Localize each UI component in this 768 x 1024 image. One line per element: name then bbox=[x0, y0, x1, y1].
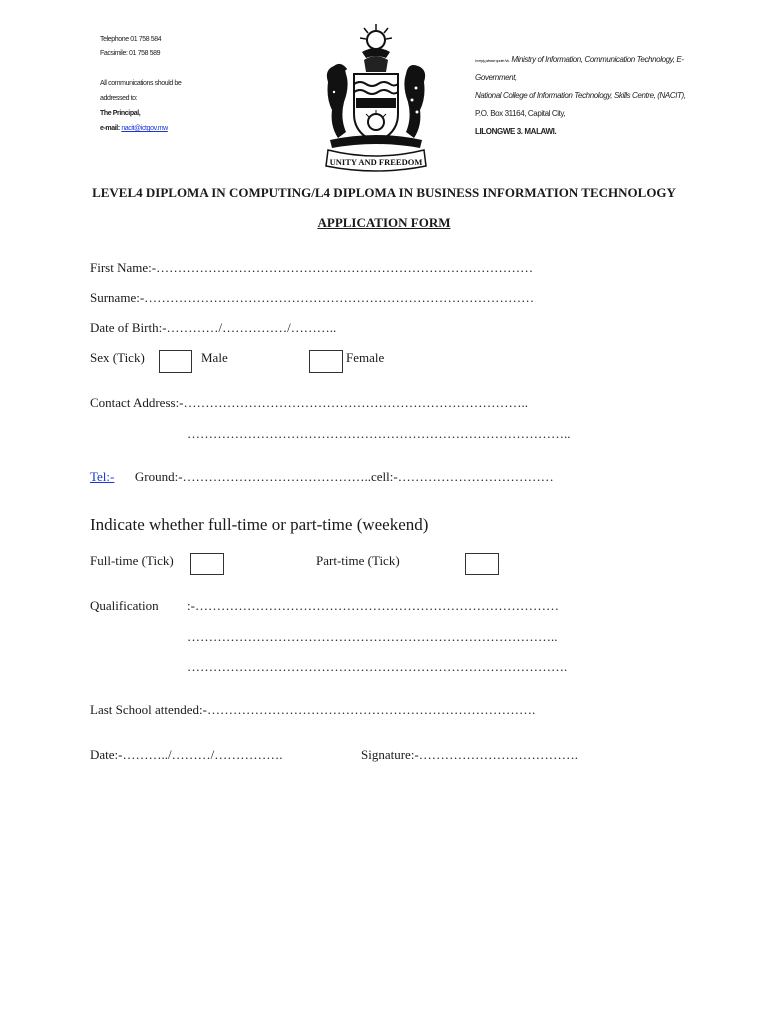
qualification-line-3[interactable]: ……………………………………………………………………………. bbox=[187, 659, 568, 674]
address-line-4: P.O. Box 31164, Capital City, bbox=[475, 109, 566, 118]
facsimile-text: Facsimile: 01 758 589 bbox=[100, 50, 161, 57]
last-school-field[interactable]: Last School attended:-…………………………………………………………………. bbox=[90, 702, 536, 717]
date-of-birth-field[interactable]: Date of Birth:-…………/……………/……….. bbox=[90, 320, 337, 335]
tel-link[interactable]: Tel:- bbox=[90, 469, 115, 484]
contact-address-line-2[interactable]: …………………………………………………………………………….. bbox=[187, 426, 571, 441]
address-line-1 bbox=[475, 55, 684, 64]
form-subtitle: APPLICATION FORM bbox=[317, 215, 451, 230]
female-checkbox[interactable] bbox=[309, 350, 343, 373]
address-line-5: LILONGWE 3. MALAWI. bbox=[475, 127, 557, 136]
date-field[interactable]: Date:-………../………/……………. bbox=[90, 747, 283, 762]
male-checkbox[interactable] bbox=[159, 350, 192, 373]
signature-field[interactable]: Signature:-………………………………. bbox=[361, 747, 579, 762]
form-title: LEVEL4 DIPLOMA IN COMPUTING/L4 DIPLOMA IN BUSINESS INFORMATION TECHNOLOGY bbox=[92, 185, 676, 200]
coat-of-arms-crest bbox=[320, 22, 432, 172]
address-line-3: National College of Information Technology, Skills Centre, (NACIT), bbox=[475, 91, 686, 100]
qualification-line-2[interactable]: ………………………………………………………………………….. bbox=[187, 629, 558, 644]
sex-label: Sex (Tick) bbox=[90, 350, 145, 365]
part-time-checkbox[interactable] bbox=[465, 553, 499, 575]
full-time-label: Full-time (Tick) bbox=[90, 553, 174, 568]
ministry-text: Ministry of Information, Communication Technology, E- bbox=[511, 55, 684, 64]
email-line bbox=[100, 125, 168, 132]
address-line-2: Government, bbox=[475, 73, 517, 82]
mode-heading: Indicate whether full-time or part-time (weekend) bbox=[90, 515, 429, 534]
male-label: Male bbox=[201, 350, 228, 365]
communications-note-2: addressed to: bbox=[100, 95, 138, 102]
email-label: e-mail: bbox=[100, 125, 120, 132]
qualification-line-1[interactable]: :-………………………………………………………………………… bbox=[187, 598, 559, 613]
contact-address-field[interactable]: Contact Address:-…………………………………………………………………….. bbox=[90, 395, 529, 410]
principal-text: The Principal, bbox=[100, 110, 141, 117]
reply-note: In reply please quote No. bbox=[475, 58, 510, 63]
surname-field[interactable]: Surname:-……………………………………………………………………………… bbox=[90, 290, 535, 305]
communications-note: All communications should be bbox=[100, 80, 182, 87]
part-time-label: Part-time (Tick) bbox=[316, 553, 400, 568]
female-label: Female bbox=[346, 350, 385, 365]
qualification-label: Qualification bbox=[90, 598, 159, 613]
email-link[interactable]: nacit@ictgov.mw bbox=[121, 125, 168, 132]
tel-ground-cell-field[interactable]: Ground:-……………………………………..cell:-……………………………… bbox=[134, 469, 554, 484]
telephone-text: Telephone 01 758 584 bbox=[100, 36, 162, 43]
crest-motto: UNITY AND FREEDOM bbox=[329, 157, 423, 167]
telephone-line bbox=[90, 469, 554, 485]
first-name-field[interactable]: First Name:-…………………………………………………………………………… bbox=[90, 260, 534, 275]
full-time-checkbox[interactable] bbox=[190, 553, 224, 575]
